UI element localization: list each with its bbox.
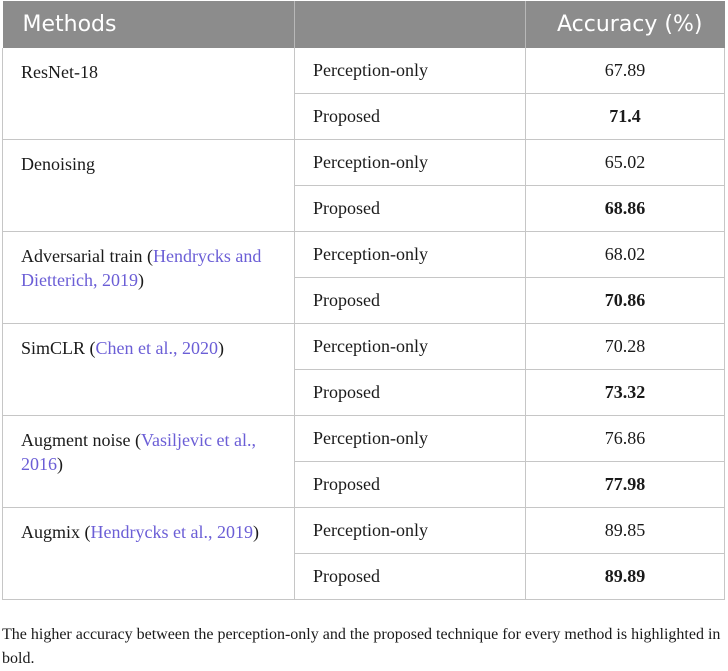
accuracy-value-best: 89.89 bbox=[526, 554, 725, 600]
table-row bbox=[3, 416, 725, 462]
header-accuracy: Accuracy (%) bbox=[526, 1, 725, 48]
variant-label: Proposed bbox=[295, 278, 526, 324]
accuracy-value: 76.86 bbox=[526, 416, 725, 462]
accuracy-value-best: 77.98 bbox=[526, 462, 725, 508]
method-cell bbox=[3, 48, 295, 140]
method-suffix: ) bbox=[137, 270, 144, 290]
method-name: Adversarial train ( bbox=[21, 246, 153, 266]
citation-link[interactable]: Vasiljevic et al., 2016 bbox=[21, 430, 256, 474]
accuracy-value-best: 73.32 bbox=[526, 370, 725, 416]
variant-label: Perception-only bbox=[295, 48, 526, 94]
variant-label: Perception-only bbox=[295, 232, 526, 278]
method-suffix: ) bbox=[252, 522, 259, 542]
header-methods: Methods bbox=[3, 1, 295, 48]
results-table-container bbox=[2, 1, 724, 600]
table-row bbox=[3, 48, 725, 94]
accuracy-value-best: 68.86 bbox=[526, 186, 725, 232]
accuracy-value-best: 71.4 bbox=[526, 94, 725, 140]
table-row bbox=[3, 324, 725, 370]
method-name: Augment noise ( bbox=[21, 430, 141, 450]
variant-label: Perception-only bbox=[295, 324, 526, 370]
results-table bbox=[2, 1, 725, 600]
accuracy-value: 70.28 bbox=[526, 324, 725, 370]
variant-label: Proposed bbox=[295, 186, 526, 232]
variant-label: Perception-only bbox=[295, 140, 526, 186]
method-cell bbox=[3, 232, 295, 324]
citation-link[interactable]: Hendrycks et al., 2019 bbox=[90, 522, 253, 542]
table-row bbox=[3, 232, 725, 278]
citation-link[interactable]: Chen et al., 2020 bbox=[95, 338, 218, 358]
method-cell bbox=[3, 416, 295, 508]
method-name: SimCLR ( bbox=[21, 338, 96, 358]
method-name: Denoising bbox=[21, 154, 95, 174]
accuracy-value: 68.02 bbox=[526, 232, 725, 278]
header-type bbox=[295, 1, 526, 48]
method-name: Augmix ( bbox=[21, 522, 91, 542]
accuracy-value-best: 70.86 bbox=[526, 278, 725, 324]
accuracy-value: 67.89 bbox=[526, 48, 725, 94]
accuracy-value: 89.85 bbox=[526, 508, 725, 554]
method-cell bbox=[3, 140, 295, 232]
variant-label: Perception-only bbox=[295, 416, 526, 462]
table-row bbox=[3, 140, 725, 186]
variant-label: Proposed bbox=[295, 94, 526, 140]
method-suffix: ) bbox=[218, 338, 224, 358]
variant-label: Proposed bbox=[295, 370, 526, 416]
accuracy-value: 65.02 bbox=[526, 140, 725, 186]
table-footnote: The higher accuracy between the perception-only and the proposed technique for every method is highlighted in bold. bbox=[2, 626, 721, 667]
variant-label: Proposed bbox=[295, 554, 526, 600]
table-row bbox=[3, 508, 725, 554]
method-name: ResNet-18 bbox=[21, 62, 98, 82]
method-cell bbox=[3, 508, 295, 600]
variant-label: Perception-only bbox=[295, 508, 526, 554]
table-header-row bbox=[3, 1, 725, 48]
variant-label: Proposed bbox=[295, 462, 526, 508]
method-suffix: ) bbox=[57, 454, 63, 474]
method-cell bbox=[3, 324, 295, 416]
citation-link[interactable]: Hendrycks and Dietterich, 2019 bbox=[21, 246, 262, 290]
